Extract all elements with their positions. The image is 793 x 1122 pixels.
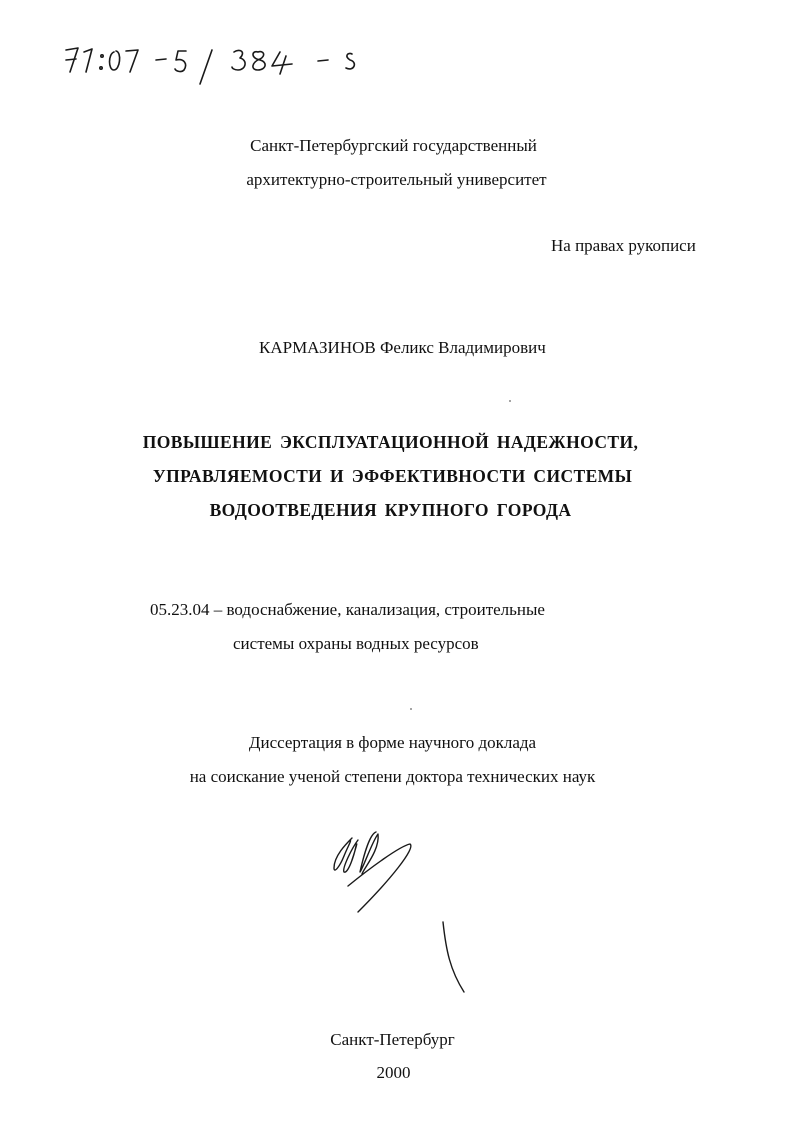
dissertation-title-line1: ПОВЫШЕНИЕ ЭКСПЛУАТАЦИОННОЙ НАДЕЖНОСТИ, — [142, 432, 639, 452]
handwritten-archive-code — [62, 38, 402, 88]
university-name-line2: архитектурно-строительный университет — [246, 170, 547, 189]
author-name: КАРМАЗИНОВ Феликс Владимирович — [259, 338, 546, 357]
publication-year: 2000 — [376, 1063, 411, 1082]
rights-note: На правах рукописи — [551, 236, 696, 255]
university-name-line1: Санкт-Петербургский государственный — [250, 136, 537, 155]
handwritten-code-icon — [62, 38, 402, 88]
dissertation-type-line1: Диссертация в форме научного доклада — [248, 733, 537, 752]
signature-icon — [300, 820, 500, 1000]
scan-speck — [509, 400, 511, 402]
dissertation-title-line2: УПРАВЛЯЕМОСТИ И ЭФФЕКТИВНОСТИ СИСТЕМЫ — [152, 466, 633, 486]
specialty-code-line2: системы охраны водных ресурсов — [233, 634, 479, 653]
scan-speck — [410, 708, 412, 710]
dissertation-title-line3: ВОДООТВЕДЕНИЯ КРУПНОГО ГОРОДА — [209, 500, 572, 520]
publication-city: Санкт-Петербург — [330, 1030, 455, 1049]
specialty-code-line1: 05.23.04 – водоснабжение, канализация, строительные — [150, 600, 545, 619]
dissertation-type-line2: на соискание ученой степени доктора технических наук — [189, 767, 596, 786]
